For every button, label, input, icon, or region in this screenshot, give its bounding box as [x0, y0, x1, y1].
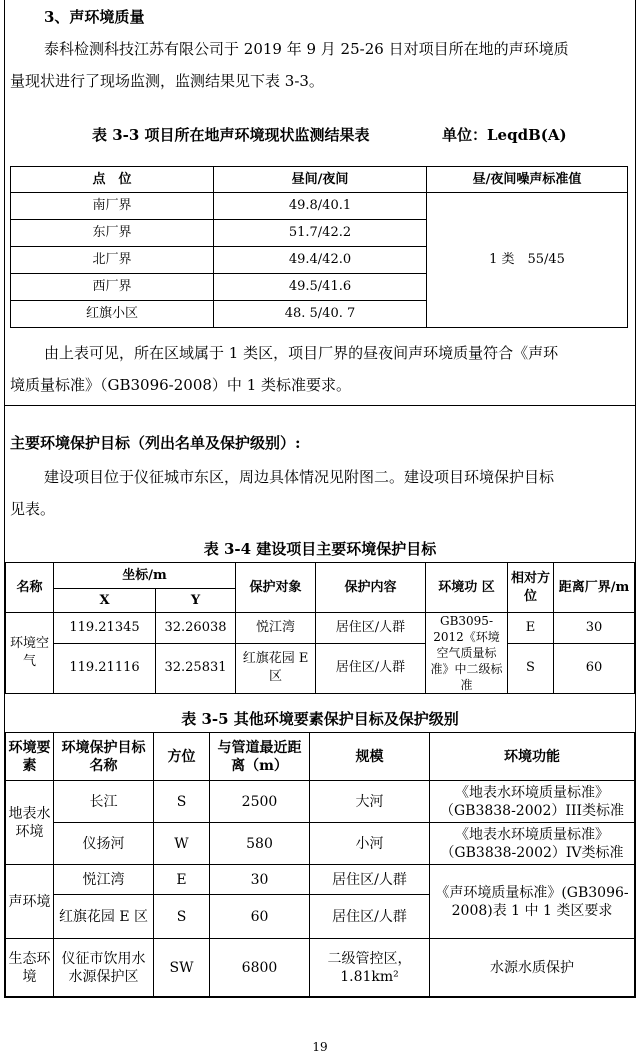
paragraph-3-line-2: 见表。 — [10, 500, 56, 518]
x-cell: 119.21116 — [54, 643, 156, 693]
direction-cell: W — [154, 823, 210, 865]
table-row — [6, 781, 635, 823]
env-air-label: 环境空气 — [6, 613, 54, 694]
protect-heading: 主要环境保护目标（列出名单及保护级别）: — [10, 434, 301, 452]
point-cell: 东厂界 — [11, 220, 214, 247]
col-header-scale: 规模 — [310, 733, 430, 781]
object-cell: 悦江湾 — [236, 613, 316, 644]
target-name-cell: 仪征市饮用水水源保护区 — [54, 939, 154, 997]
direction-cell: SW — [154, 939, 210, 997]
distance-cell: 30 — [210, 865, 310, 895]
col-header-y: Y — [156, 589, 236, 613]
scale-cell: 小河 — [310, 823, 430, 865]
target-name-cell: 悦江湾 — [54, 865, 154, 895]
table-3-4 — [5, 562, 635, 694]
function-cell: 《地表水环境质量标准》（GB3838-2002）IV类标准 — [430, 823, 635, 865]
point-cell: 红旗小区 — [11, 301, 214, 328]
target-name-cell: 红旗花园 E 区 — [54, 895, 154, 939]
table-3-4-caption: 表 3-4 建设项目主要环境保护目标 — [203, 540, 437, 558]
value-cell: 51.7/42.2 — [214, 220, 427, 247]
function-cell: 《地表水环境质量标准》（GB3838-2002）III类标准 — [430, 781, 635, 823]
content-cell: 居住区/人群 — [316, 643, 426, 693]
col-header-distance: 与管道最近距离（m） — [210, 733, 310, 781]
table-row — [6, 613, 635, 644]
col-header-function: 环境功 区 — [426, 563, 508, 613]
distance-cell: 60 — [210, 895, 310, 939]
value-cell: 49.8/40.1 — [214, 193, 427, 220]
scale-cell: 居住区/人群 — [310, 895, 430, 939]
distance-cell: 580 — [210, 823, 310, 865]
element-cell: 生态环境 — [6, 939, 54, 997]
table-row — [6, 865, 635, 895]
point-cell: 南厂界 — [11, 193, 214, 220]
table-row — [6, 823, 635, 865]
table-row — [11, 193, 628, 220]
table-3-3 — [10, 166, 628, 328]
point-cell: 西厂界 — [11, 274, 214, 301]
table-header-row — [11, 167, 628, 193]
table-3-5 — [5, 732, 635, 997]
distance-cell: 30 — [554, 613, 635, 644]
section-title: 3、声环境质量 — [44, 8, 145, 26]
direction-cell: E — [154, 865, 210, 895]
scale-cell: 居住区/人群 — [310, 865, 430, 895]
col-header-distance: 距离厂界/m — [554, 563, 635, 613]
col-header-env-function: 环境功能 — [430, 733, 635, 781]
content-cell: 居住区/人群 — [316, 613, 426, 644]
paragraph-1-line-1: 泰科检测科技江苏有限公司于 2019 年 9 月 25-26 日对项目所在地的声环境质 — [44, 40, 569, 58]
direction-cell: S — [508, 643, 554, 693]
col-header-direction: 方位 — [154, 733, 210, 781]
col-header-standard: 昼/夜间噪声标准值 — [427, 167, 628, 193]
table-header-row — [6, 733, 635, 781]
direction-cell: E — [508, 613, 554, 644]
target-name-cell: 长江 — [54, 781, 154, 823]
paragraph-3-line-1: 建设项目位于仪征城市东区，周边具体情况见附图二。建设项目环境保护目标 — [44, 468, 555, 486]
col-header-target-name: 环境保护目标名称 — [54, 733, 154, 781]
table-row — [6, 643, 635, 693]
table-header-row — [6, 563, 635, 589]
y-cell: 32.25831 — [156, 643, 236, 693]
target-name-cell: 仪扬河 — [54, 823, 154, 865]
element-cell: 地表水环境 — [6, 781, 54, 865]
scale-cell: 大河 — [310, 781, 430, 823]
col-header-coord: 坐标/m — [54, 563, 236, 589]
element-cell: 声环境 — [6, 865, 54, 939]
col-header-object: 保护对象 — [236, 563, 316, 613]
value-cell: 49.4/42.0 — [214, 247, 427, 274]
paragraph-2-line-2: 境质量标准》（GB3096-2008）中 1 类标准要求。 — [10, 376, 352, 394]
page-number: 19 — [312, 1040, 328, 1054]
direction-cell: S — [154, 781, 210, 823]
value-cell: 48. 5/40. 7 — [214, 301, 427, 328]
value-cell: 49.5/41.6 — [214, 274, 427, 301]
table-row — [6, 939, 635, 997]
section-divider — [4, 405, 636, 406]
x-cell: 119.21345 — [54, 613, 156, 644]
point-cell: 北厂界 — [11, 247, 214, 274]
col-header-direction: 相对方位 — [508, 563, 554, 613]
distance-cell: 6800 — [210, 939, 310, 997]
standard-cell: 1 类 55/45 — [427, 193, 628, 328]
distance-cell: 60 — [554, 643, 635, 693]
direction-cell: S — [154, 895, 210, 939]
scale-cell: 二级管控区，1.81km² — [310, 939, 430, 997]
y-cell: 32.26038 — [156, 613, 236, 644]
col-header-point: 点 位 — [11, 167, 214, 193]
col-header-element: 环境要素 — [6, 733, 54, 781]
table-3-3-caption: 表 3-3 项目所在地声环境现状监测结果表 — [92, 126, 370, 144]
function-cell: GB3095-2012《环境空气质量标准》中二级标准 — [426, 613, 508, 694]
table-3-5-caption: 表 3-5 其他环境要素保护目标及保护级别 — [181, 710, 459, 728]
paragraph-2-line-1: 由上表可见，所在区域属于 1 类区，项目厂界的昼夜间声环境质量符合《声环 — [44, 344, 559, 362]
col-header-x: X — [54, 589, 156, 613]
function-cell: 《声环境质量标准》(GB3096-2008)表 1 中 1 类区要求 — [430, 865, 635, 939]
table-3-3-unit: 单位：LeqdB(A) — [442, 126, 567, 144]
col-header-value: 昼间/夜间 — [214, 167, 427, 193]
col-header-content: 保护内容 — [316, 563, 426, 613]
col-header-name: 名称 — [6, 563, 54, 613]
distance-cell: 2500 — [210, 781, 310, 823]
paragraph-1-line-2: 量现状进行了现场监测，监测结果见下表 3-3。 — [10, 72, 324, 90]
function-cell: 水源水质保护 — [430, 939, 635, 997]
object-cell: 红旗花园 E 区 — [236, 643, 316, 693]
